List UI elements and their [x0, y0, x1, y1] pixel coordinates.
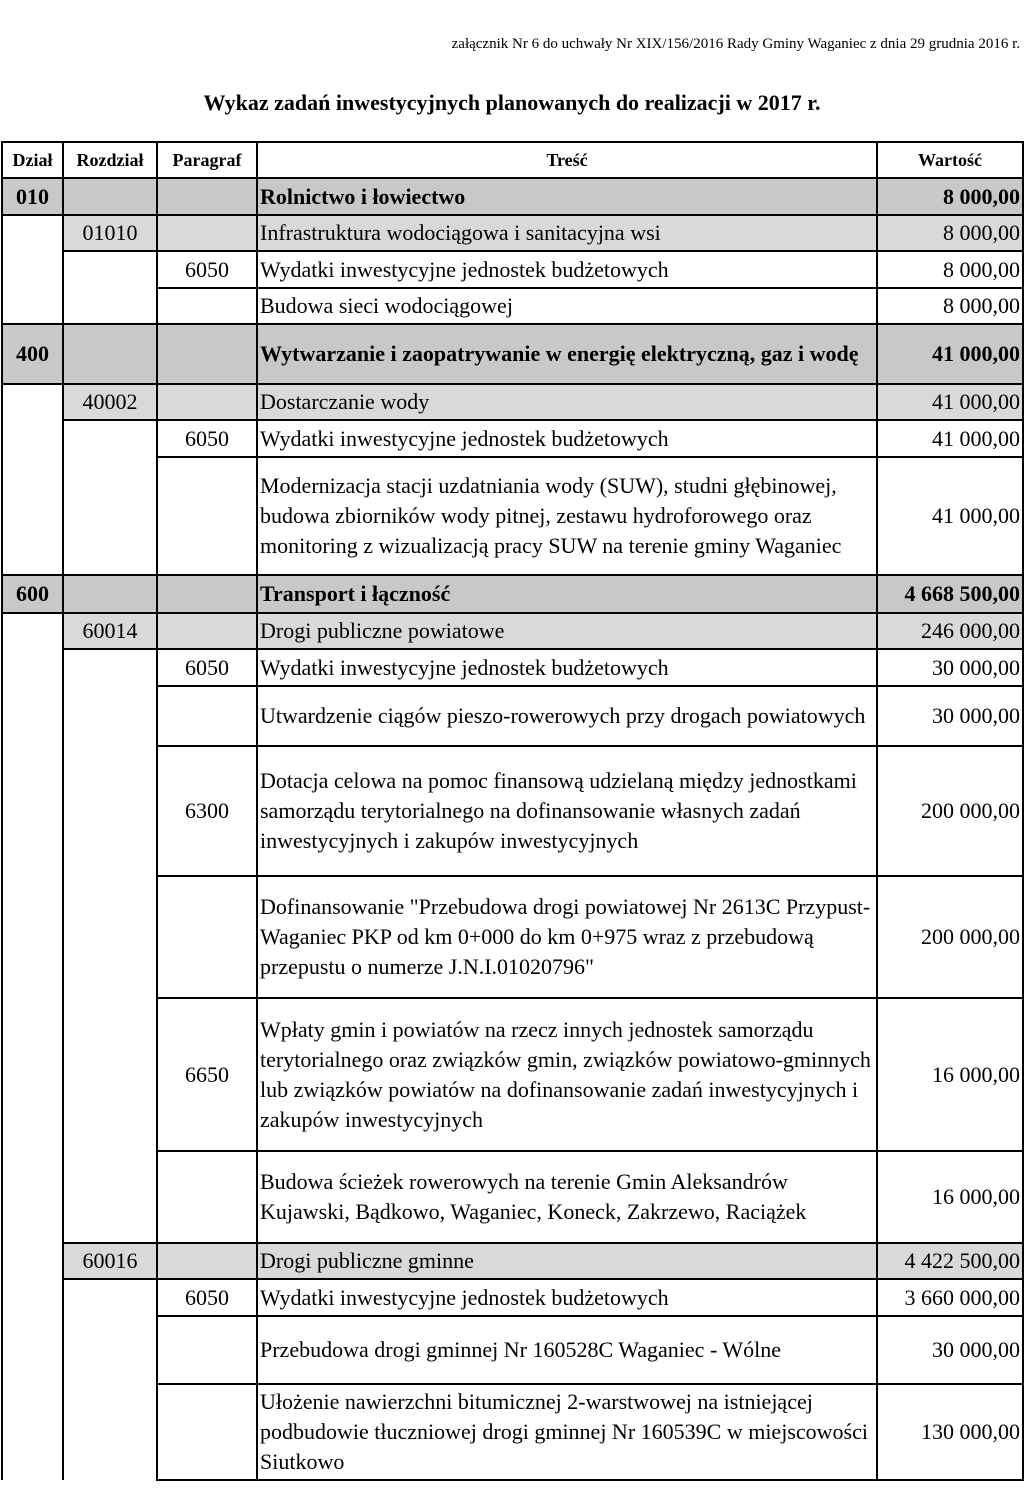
table-header-row — [2, 142, 1023, 178]
table-row-rozdzial — [2, 384, 1023, 420]
table-row-task — [2, 1151, 1023, 1243]
header-dzial: Dział — [2, 142, 63, 178]
paragraf-code: 6050 — [157, 1279, 257, 1316]
rozdzial-code: 01010 — [63, 215, 157, 251]
dzial-code: 400 — [2, 324, 63, 384]
task-name: Dofinansowanie "Przebudowa drogi powiatowej Nr 2613C Przypust-Waganiec PKP od km 0+000 do km 0+975 wraz z przebudową przepustu o numerze J.N.I.01020796" — [257, 876, 877, 998]
table-row-dzial — [2, 178, 1023, 215]
task-name: Utwardzenie ciągów pieszo-rowerowych przy drogach powiatowych — [257, 686, 877, 746]
task-value: 200 000,00 — [877, 876, 1023, 998]
paragraf-code: 6050 — [157, 420, 257, 457]
table-row-paragraf — [2, 998, 1023, 1151]
table-row-task — [2, 686, 1023, 746]
table-row-paragraf — [2, 649, 1023, 686]
dzial-name: Rolnictwo i łowiectwo — [257, 178, 877, 215]
rozdzial-code: 60016 — [63, 1243, 157, 1279]
rozdzial-name: Dostarczanie wody — [257, 384, 877, 420]
task-name: Modernizacja stacji uzdatniania wody (SUW), studni głębinowej, budowa zbiorników wody pitnej, zestawu hydroforowego oraz monitoring z wizualizacją pracy SUW na terenie gminy Waganiec — [257, 457, 877, 575]
header-rozdzial: Rozdział — [63, 142, 157, 178]
task-value: 16 000,00 — [877, 1151, 1023, 1243]
table-row-rozdzial — [2, 1243, 1023, 1279]
paragraf-value: 8 000,00 — [877, 251, 1023, 288]
paragraf-code: 6050 — [157, 649, 257, 686]
rozdzial-value: 4 422 500,00 — [877, 1243, 1023, 1279]
paragraf-name: Wydatki inwestycyjne jednostek budżetowych — [257, 251, 877, 288]
task-name: Budowa sieci wodociągowej — [257, 288, 877, 324]
rozdzial-value: 41 000,00 — [877, 384, 1023, 420]
paragraf-value: 41 000,00 — [877, 420, 1023, 457]
dzial-code: 600 — [2, 575, 63, 613]
table-row-dzial — [2, 324, 1023, 384]
dzial-code: 010 — [2, 178, 63, 215]
dzial-value: 8 000,00 — [877, 178, 1023, 215]
investment-table — [1, 141, 1024, 1481]
table-row-task — [2, 876, 1023, 998]
paragraf-code: 6650 — [157, 998, 257, 1151]
table-row-paragraf — [2, 1279, 1023, 1316]
table-row-task — [2, 1316, 1023, 1384]
dzial-name: Wytwarzanie i zaopatrywanie w energię elektryczną, gaz i wodę — [257, 324, 877, 384]
paragraf-name: Wydatki inwestycyjne jednostek budżetowych — [257, 649, 877, 686]
paragraf-value: 30 000,00 — [877, 649, 1023, 686]
paragraf-value: 200 000,00 — [877, 746, 1023, 876]
annex-header: załącznik Nr 6 do uchwały Nr XIX/156/2016 Rady Gminy Waganiec z dnia 29 grudnia 2016 r. — [451, 36, 1020, 52]
task-value: 130 000,00 — [877, 1384, 1023, 1480]
dzial-name: Transport i łączność — [257, 575, 877, 613]
table-row-dzial — [2, 575, 1023, 613]
paragraf-name: Wydatki inwestycyjne jednostek budżetowych — [257, 1279, 877, 1316]
dzial-value: 41 000,00 — [877, 324, 1023, 384]
table-row-task — [2, 288, 1023, 324]
rozdzial-name: Drogi publiczne gminne — [257, 1243, 877, 1279]
table-row-paragraf — [2, 746, 1023, 876]
paragraf-name: Dotacja celowa na pomoc finansową udzielaną między jednostkami samorządu terytorialnego na dofinansowanie własnych zadań inwestycyjnych i zakupów inwestycyjnych — [257, 746, 877, 876]
task-name: Przebudowa drogi gminnej Nr 160528C Waganiec - Wólne — [257, 1316, 877, 1384]
rozdzial-value: 246 000,00 — [877, 613, 1023, 649]
header-tresc: Treść — [257, 142, 877, 178]
task-value: 30 000,00 — [877, 686, 1023, 746]
task-name: Ułożenie nawierzchni bitumicznej 2-warstwowej na istniejącej podbudowie tłuczniowej drogi gminnej Nr 160539C w miejscowości Siutkowo — [257, 1384, 877, 1480]
table-row-rozdzial — [2, 613, 1023, 649]
paragraf-code: 6300 — [157, 746, 257, 876]
paragraf-name: Wydatki inwestycyjne jednostek budżetowych — [257, 420, 877, 457]
document-title: Wykaz zadań inwestycyjnych planowanych do realizacji w 2017 r. — [203, 90, 821, 115]
task-value: 41 000,00 — [877, 457, 1023, 575]
rozdzial-code: 40002 — [63, 384, 157, 420]
paragraf-name: Wpłaty gmin i powiatów na rzecz innych jednostek samorządu terytorialnego oraz związków gmin, związków powiatowo-gminnych lub związków powiatów na dofinansowanie zadań inwestycyjnych i zakupów inwestycyjnych — [257, 998, 877, 1151]
rozdzial-code: 60014 — [63, 613, 157, 649]
paragraf-value: 3 660 000,00 — [877, 1279, 1023, 1316]
table-row-task — [2, 1384, 1023, 1480]
task-name: Budowa ścieżek rowerowych na terenie Gmin Aleksandrów Kujawski, Bądkowo, Waganiec, Koneck, Zakrzewo, Raciążek — [257, 1151, 877, 1243]
table-row-task — [2, 457, 1023, 575]
rozdzial-name: Infrastruktura wodociągowa i sanitacyjna wsi — [257, 215, 877, 251]
table-row-paragraf — [2, 251, 1023, 288]
table-row-paragraf — [2, 420, 1023, 457]
paragraf-value: 16 000,00 — [877, 998, 1023, 1151]
task-value: 30 000,00 — [877, 1316, 1023, 1384]
dzial-value: 4 668 500,00 — [877, 575, 1023, 613]
header-paragraf: Paragraf — [157, 142, 257, 178]
task-value: 8 000,00 — [877, 288, 1023, 324]
paragraf-code: 6050 — [157, 251, 257, 288]
rozdzial-value: 8 000,00 — [877, 215, 1023, 251]
header-wartosc: Wartość — [877, 142, 1023, 178]
rozdzial-name: Drogi publiczne powiatowe — [257, 613, 877, 649]
table-row-rozdzial — [2, 215, 1023, 251]
